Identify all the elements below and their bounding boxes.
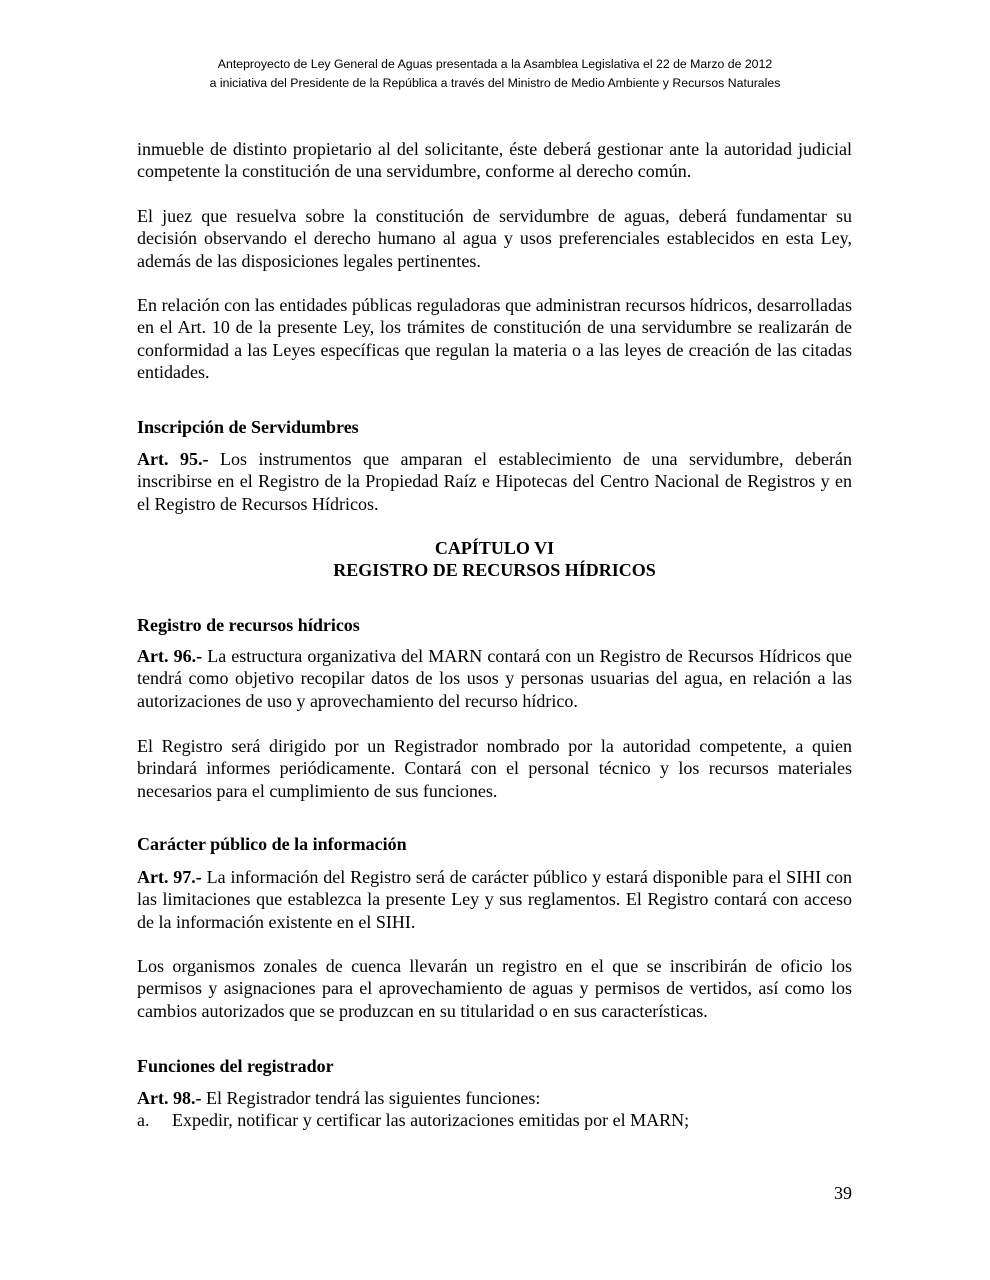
paragraph-servidumbre-judicial: inmueble de distinto propietario al del solicitante, éste deberá gestionar ante la autoridad judicial competente la constitución de una servidumbre, conforme al derecho común. (137, 139, 852, 182)
list-item-marker: a. (137, 1110, 150, 1130)
chapter-title: REGISTRO DE RECURSOS HÍDRICOS (333, 560, 656, 580)
page-number: 39 (834, 1183, 852, 1203)
list-item-text: Expedir, notificar y certificar las autorizaciones emitidas por el MARN; (172, 1110, 690, 1130)
article-98-label: Art. 98.- (137, 1088, 202, 1108)
article-98 (137, 1087, 852, 1109)
article-98-text: El Registrador tendrá las siguientes funciones: (201, 1088, 541, 1108)
paragraph-organismos-zonales: Los organismos zonales de cuenca llevarán un registro en el que se inscribirán de oficio los permisos y asignaciones para el aprovechamiento de aguas y permisos de vertidos, así como los cambios autorizados que se produzcan en su titularidad o en sus características. (137, 956, 852, 1021)
article-95-text: Los instrumentos que amparan el establecimiento de una servidumbre, deberán inscribirse en el Registro de la Propiedad Raíz e Hipotecas del Centro Nacional de Registros y en el Registro de Recursos Hídricos. (137, 449, 852, 514)
paragraph-entidades-publicas: En relación con las entidades públicas reguladoras que administran recursos hídricos, desarrolladas en el Art. 10 de la presente Ley, los trámites de constitución de una servidumbre se realizarán de conformidad a las Leyes específicas que regulan la materia o a las leyes de creación de las citadas entidades. (137, 295, 852, 382)
list-item (137, 1109, 852, 1131)
article-95 (137, 448, 852, 515)
heading-caracter-publico: Carácter público de la información (137, 834, 407, 854)
chapter-number: CAPÍTULO VI (434, 538, 555, 558)
heading-funciones-registrador: Funciones del registrador (137, 1056, 334, 1076)
article-96 (137, 645, 852, 712)
article-97-label: Art. 97.- (137, 867, 202, 887)
heading-inscripcion-servidumbres: Inscripción de Servidumbres (137, 417, 359, 437)
paragraph-registrador: El Registro será dirigido por un Registrador nombrado por la autoridad competente, a quien brindará informes periódicamente. Contará con el personal técnico y los recursos materiales necesarios para el cumplimiento de sus funciones. (137, 736, 852, 801)
running-header-line-2: a iniciativa del Presidente de la República a través del Ministro de Medio Ambiente y Recursos Naturales (209, 76, 781, 90)
paragraph-juez-servidumbre: El juez que resuelva sobre la constitución de servidumbre de aguas, deberá fundamentar su decisión observando el derecho humano al agua y usos preferenciales establecidos en esta Ley, además de las disposiciones legales pertinentes. (137, 206, 852, 271)
article-97 (137, 866, 852, 933)
article-96-label: Art. 96.- (137, 646, 203, 666)
article-96-text: La estructura organizativa del MARN contará con un Registro de Recursos Hídricos que tendrá como objetivo recopilar datos de los usos y personas usuarias del agua, en relación a las autorizaciones de uso y aprovechamiento del recurso hídrico. (137, 646, 852, 711)
article-97-text: La información del Registro será de carácter público y estará disponible para el SIHI con las limitaciones que establezca la presente Ley y sus reglamentos. El Registro contará con acceso de la información existente en el SIHI. (137, 867, 852, 932)
article-95-label: Art. 95.- (137, 449, 209, 469)
running-header-line-1: Anteproyecto de Ley General de Aguas presentada a la Asamblea Legislativa el 22 de Marzo de 2012 (217, 57, 773, 71)
heading-registro-recursos: Registro de recursos hídricos (137, 615, 360, 635)
